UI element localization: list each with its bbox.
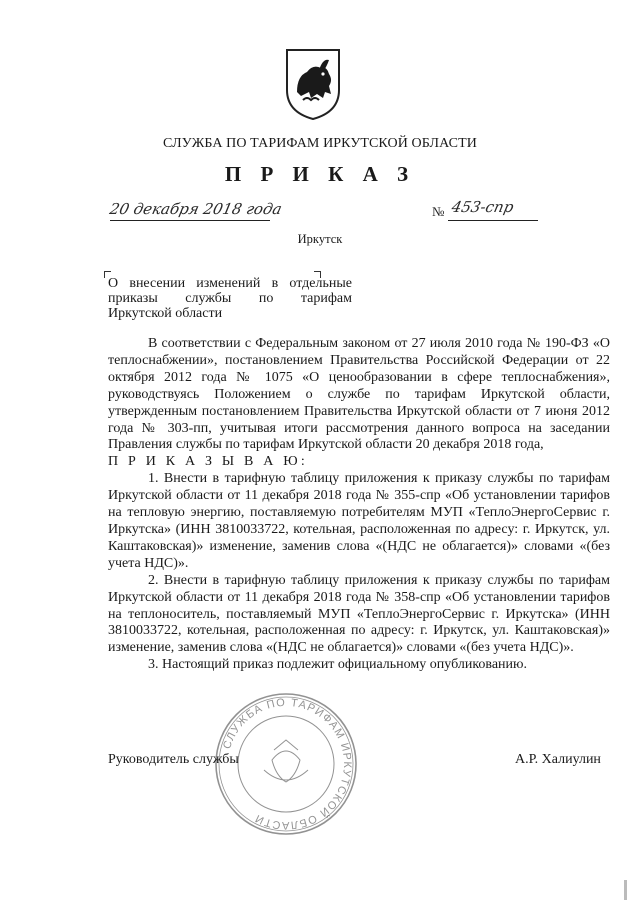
- scan-edge-mark: [624, 880, 627, 900]
- signatory-name: А.Р. Халиулин: [515, 752, 601, 767]
- order-number-label: №: [432, 204, 445, 219]
- order-body: [108, 336, 610, 674]
- seal-text: СЛУЖБА ПО ТАРИФАМ ИРКУТСКОЙ ОБЛАСТИ: [221, 696, 354, 832]
- city: Иркутск: [297, 232, 343, 246]
- number-underline: [448, 220, 538, 221]
- preamble-paragraph: В соответствии с Федеральным законом от 27 июля 2010 года № 190-ФЗ «О теплоснабжении», постановлением Правительства Российской Федерации от 22 октября 2012 года № 1075 «О ценообразовании в сфере теплоснабжения», руководствуясь Положением о службе по тарифам Иркутской области, утвержденным постановлением Правительства Иркутской области от 7 июня 2012 года № 303-пп, учитывая итоги рассмотрения данного вопроса на заседании Правления службы по тарифам Иркутской области 20 декабря 2018 года,: [108, 336, 610, 453]
- date-underline: [110, 220, 270, 221]
- order-date: 20 декабря 2018 года: [108, 200, 284, 218]
- order-item-3: 3. Настоящий приказ подлежит официальному опубликованию.: [148, 657, 527, 673]
- agency-name: СЛУЖБА ПО ТАРИФАМ ИРКУТСКОЙ ОБЛАСТИ: [163, 136, 477, 151]
- coat-of-arms-icon: [283, 46, 343, 122]
- order-item-2: 2. Внести в тарифную таблицу приложения к приказу службы по тарифам Иркутской области от 11 декабря 2018 года № 358-спр «Об установлении тарифов на теплоноситель, поставляемый МУП «ТеплоЭнергоСервис г. Иркутска» (ИНН 3810033722, котельная, расположенная по адресу: г. Иркутск, ул. Каштаковская)» изменение, заменив слова «(НДС не облагается)» словами «(без учета НДС)».: [108, 572, 610, 656]
- svg-text:СЛУЖБА ПО ТАРИФАМ ИРКУТСКОЙ ОБ: [221, 697, 353, 831]
- order-subject: [108, 276, 352, 321]
- signatory-title: Руководитель службы: [108, 752, 239, 767]
- subject-line: Иркутской области: [108, 306, 223, 321]
- order-item-1: 1. Внести в тарифную таблицу приложения к приказу службы по тарифам Иркутской области от 11 декабря 2018 года № 355-спр «Об установлении тарифов на тепловую энергию, поставляемую потребителям МУП «ТеплоЭнергоСервис г. Иркутска» (ИНН 3810033722, котельная, расположенная по адресу: г. Иркутск, ул. Каштаковская)» изменение, заменив слова «(НДС не облагается)» словами «(без учета НДС)».: [108, 471, 610, 571]
- document-type-title: П Р И К А З: [224, 162, 416, 186]
- decree-heading: П Р И К А З Ы В А Ю:: [108, 454, 308, 470]
- subject-line: О внесении изменений в отдельные: [108, 276, 352, 291]
- order-number: 453-спр: [450, 198, 516, 216]
- subject-line: приказы службы по тарифам: [108, 291, 352, 306]
